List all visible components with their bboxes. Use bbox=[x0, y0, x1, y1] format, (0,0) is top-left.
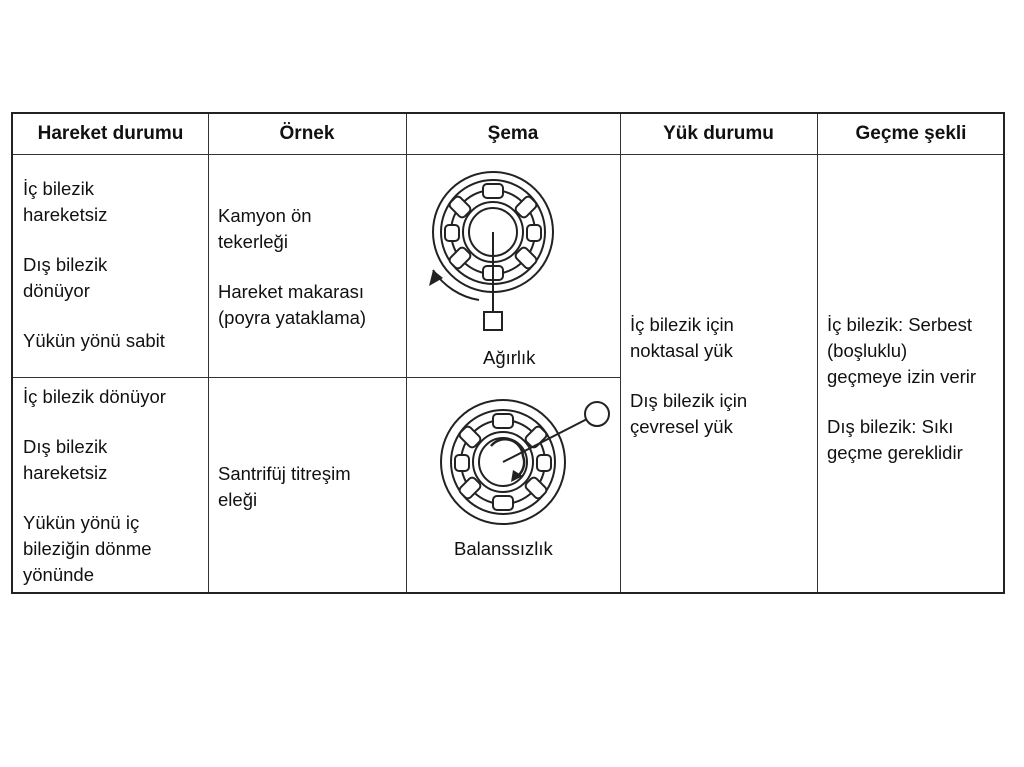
bearing-schema-outer-rotating bbox=[421, 162, 581, 342]
yuk-durumu-line: İç bilezik için bbox=[630, 314, 734, 335]
row2-ornek-line: Santrifüj titreşim bbox=[218, 463, 351, 484]
row2-hareket-line: hareketsiz bbox=[23, 462, 108, 483]
gecme-sekli-line: (boşluklu) bbox=[827, 340, 908, 361]
header-gecme-sekli: Geçme şekli bbox=[855, 123, 967, 144]
yuk-durumu-line: Dış bilezik için bbox=[630, 390, 748, 411]
bearing-fit-table bbox=[11, 112, 1005, 594]
row2-hareket-line: Yükün yönü iç bbox=[23, 512, 140, 533]
bearing-schema-inner-rotating bbox=[431, 394, 611, 534]
column-divider bbox=[620, 114, 621, 592]
row1-hareket-line: İç bilezik bbox=[23, 178, 94, 199]
column-divider bbox=[817, 114, 818, 592]
row2-ornek-line: eleği bbox=[218, 489, 258, 510]
row1-hareket-line: Dış bilezik bbox=[23, 254, 108, 275]
gecme-sekli-line: İç bilezik: Serbest bbox=[827, 314, 972, 335]
row1-hareket-durumu bbox=[23, 176, 165, 354]
row1-hareket-line: dönüyor bbox=[23, 280, 90, 301]
header-ornek: Örnek bbox=[279, 123, 335, 144]
row2-hareket-line: yönünde bbox=[23, 564, 94, 585]
gecme-sekli-line: Dış bilezik: Sıkı bbox=[827, 416, 954, 437]
yuk-durumu-line: noktasal yük bbox=[630, 340, 733, 361]
header-hareket-durumu: Hareket durumu bbox=[37, 123, 184, 144]
yuk-durumu-cell bbox=[630, 312, 747, 440]
row1-ornek bbox=[218, 203, 366, 331]
row2-ornek bbox=[218, 461, 351, 513]
column-divider bbox=[406, 114, 407, 592]
row2-hareket-line: Dış bilezik bbox=[23, 436, 108, 457]
rotation-arrow-icon bbox=[429, 270, 479, 300]
row2-hareket-line: bileziğin dönme bbox=[23, 538, 152, 559]
row1-hareket-line: Yükün yönü sabit bbox=[23, 330, 165, 351]
schema-caption-balanssizlik: Balanssızlık bbox=[454, 538, 553, 559]
schema-caption-agirlik: Ağırlık bbox=[483, 347, 536, 368]
row1-ornek-line: Kamyon ön bbox=[218, 205, 312, 226]
unbalance-mass-icon bbox=[585, 402, 609, 426]
header-divider bbox=[13, 154, 1003, 155]
row2-hareket-line: İç bilezik dönüyor bbox=[23, 386, 166, 407]
header-sema: Şema bbox=[487, 123, 539, 144]
gecme-sekli-line: geçme gereklidir bbox=[827, 442, 963, 463]
column-divider bbox=[208, 114, 209, 592]
header-yuk-durumu: Yük durumu bbox=[663, 123, 774, 144]
row2-hareket-durumu bbox=[23, 384, 166, 588]
row-divider bbox=[13, 377, 620, 378]
yuk-durumu-line: çevresel yük bbox=[630, 416, 733, 437]
row1-ornek-line: Hareket makarası bbox=[218, 281, 364, 302]
gecme-sekli-line: geçmeye izin verir bbox=[827, 366, 977, 387]
row1-ornek-line: (poyra yataklama) bbox=[218, 307, 367, 328]
row1-hareket-line: hareketsiz bbox=[23, 204, 108, 225]
weight-box-icon bbox=[484, 312, 502, 330]
gecme-sekli-cell bbox=[827, 312, 976, 466]
row1-ornek-line: tekerleği bbox=[218, 231, 288, 252]
